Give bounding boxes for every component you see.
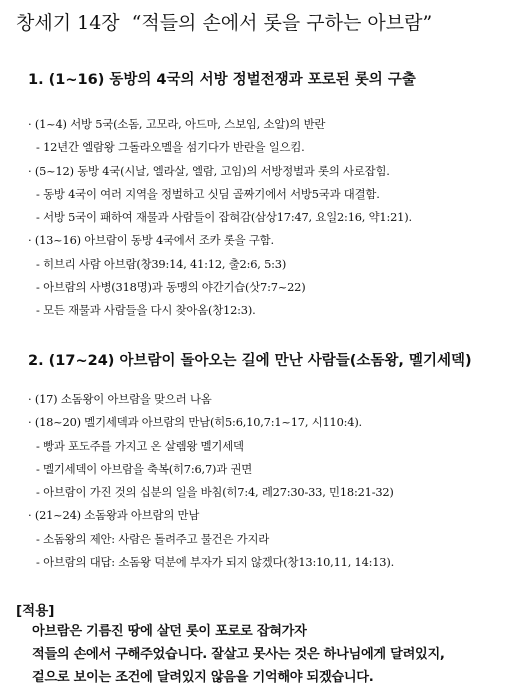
chapter-subtitle: “적들의 손에서 롯을 구하는 아브람” bbox=[131, 12, 433, 34]
application-line: 아브람은 기름진 땅에 살던 롯이 포로로 잡혀가자 bbox=[32, 624, 307, 639]
list-item: - 아브람의 사병(318명)과 동맹의 야간기습(삿7:7~22) bbox=[36, 280, 306, 295]
list-item: · (18~20) 멜기세덱과 아브람의 만남(히5:6,10,7:1~17, 시110:4). bbox=[28, 415, 362, 430]
application-heading: [적용] bbox=[16, 603, 55, 619]
list-item: · (13~16) 아브람이 동방 4국에서 조카 롯을 구함. bbox=[28, 233, 274, 248]
application-line: 겉으로 보이는 조건에 달려있지 않음을 기억해야 되겠습니다. bbox=[32, 670, 374, 685]
list-item: - 서방 5국이 패하여 재물과 사람들이 잡혀감(삼상17:47, 요일2:16, 약1:21). bbox=[36, 210, 412, 225]
list-item: · (1~4) 서방 5국(소돔, 고모라, 아드마, 스보임, 소알)의 반란 bbox=[28, 117, 326, 131]
section-1-heading: 1. (1~16) 동방의 4국의 서방 정벌전쟁과 포로된 롯의 구출 bbox=[28, 72, 416, 88]
application-text bbox=[32, 620, 445, 689]
list-item: - 동방 4국이 여러 지역을 정벌하고 싯딤 골짜기에서 서방5국과 대결함. bbox=[36, 186, 380, 201]
list-item: - 아브람이 가진 것의 십분의 일을 바침(히7:4, 레27:30-33, 민18:21-32) bbox=[36, 485, 394, 500]
chapter-label: 창세기 14장 bbox=[16, 12, 120, 34]
section-1-list bbox=[28, 113, 522, 323]
section-2-list bbox=[28, 388, 522, 574]
application-line: 적들의 손에서 구해주었습니다. 잘살고 못사는 것은 하나님에게 달려있지, bbox=[32, 647, 445, 662]
list-item: - 아브람의 대답: 소돔왕 덕분에 부자가 되지 않겠다(창13:10,11, 14:13). bbox=[36, 555, 395, 570]
list-item: · (17) 소돔왕이 아브람을 맞으러 나옴 bbox=[28, 392, 212, 406]
list-item: - 멜기세덱이 아브람을 축복(히7:6,7)과 권면 bbox=[36, 461, 253, 476]
list-item: - 12년간 엘람왕 그돌라오멜을 섬기다가 반란을 일으킴. bbox=[36, 140, 305, 155]
section-2-heading: 2. (17~24) 아브람이 돌아오는 길에 만난 사람들(소돔왕, 멜기세덱) bbox=[28, 353, 472, 369]
list-item: · (5~12) 동방 4국(시날, 엘라살, 엘람, 고임)의 서방정벌과 롯의 사로잡힘. bbox=[28, 163, 390, 178]
list-item: - 소돔왕의 제안: 사람은 돌려주고 물건은 가지라 bbox=[36, 531, 270, 546]
list-item: · (21~24) 소돔왕과 아브람의 만남 bbox=[28, 508, 200, 523]
list-item: - 히브리 사람 아브람(창39:14, 41:12, 출2:6, 5:3) bbox=[36, 256, 287, 271]
list-item: - 빵과 포도주를 가지고 온 살렘왕 멜기세덱 bbox=[36, 438, 244, 453]
page-title bbox=[16, 10, 432, 36]
list-item: - 모든 재물과 사람들을 다시 찾아옴(창12:3). bbox=[36, 303, 256, 318]
